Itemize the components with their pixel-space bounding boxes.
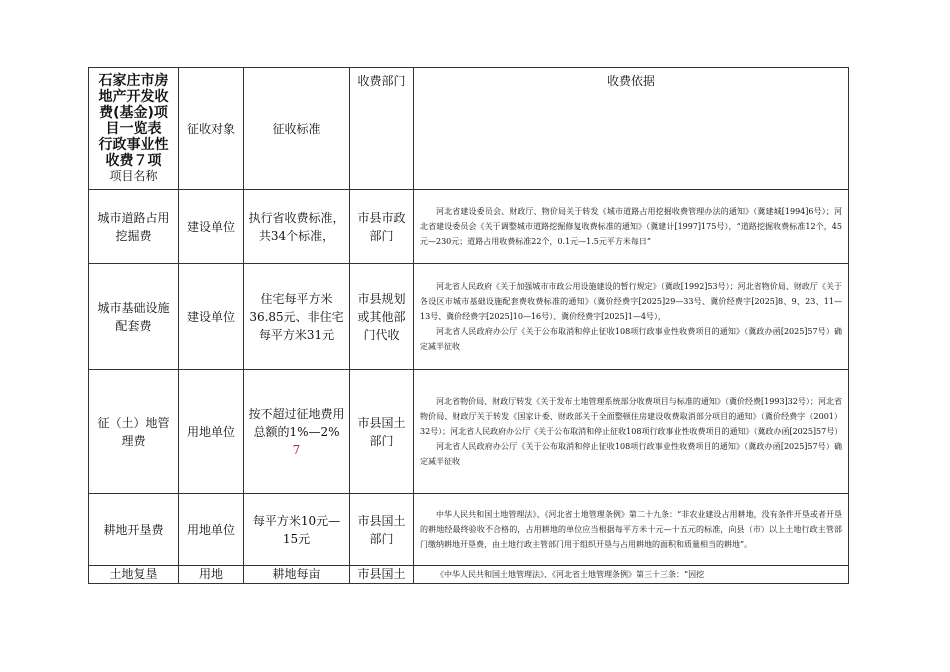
fee-object: 用地单位 xyxy=(179,494,244,566)
table-header-row xyxy=(89,68,849,190)
fee-dept: 市县市政部门 xyxy=(350,190,414,264)
column-header-name: 项目名称 xyxy=(109,169,158,183)
fee-dept: 市县规划或其他部门代收 xyxy=(350,264,414,370)
table-title: 石家庄市房 地产开发收 费(基金)项 目一览表 行政事业性 收费７项 xyxy=(98,73,169,169)
table-row xyxy=(89,264,849,370)
table-row xyxy=(89,370,849,494)
table-row xyxy=(89,494,849,566)
fee-basis: 《中华人民共和国土地管理法》、《河北省土地管理条例》第三十三条：“因挖 xyxy=(414,566,849,584)
fee-standard: 耕地每亩 xyxy=(244,566,350,584)
fee-name: 征（土）地管理费 xyxy=(89,370,179,494)
fee-object: 建设单位 xyxy=(179,190,244,264)
column-header-object: 征收对象 xyxy=(179,68,244,190)
fee-basis: 中华人民共和国土地管理法》、《河北省土地管理条例》第二十九条：“非农业建设占用耕地，没有条件开垦或者开垦的耕地经最终验收不合格的，占用耕地的单位应当根据每平方米十元—十五元的标准，向县（市）以上土地行政主管部门缴纳耕地开垦费，由土地行政主管部门用于组织开垦与占用耕地的面积和质量相当的耕地”。 xyxy=(414,494,849,566)
fee-standard: 按不超过征地费用总额的1%—2% 7 xyxy=(244,370,350,494)
fee-dept: 市县国土部门 xyxy=(350,370,414,494)
table-row xyxy=(89,190,849,264)
fee-name: 耕地开垦费 xyxy=(89,494,179,566)
fee-basis: 河北省建设委员会、财政厅、物价局关于转发《城市道路占用挖掘收费管理办法的通知》（冀建城[1994]6号）；河北省建设委员会《关于调整城市道路挖掘修复收费标准的通知》（冀建计[1997]175号），“道路挖掘收费标准12个，45元—230元；道路占用收费标准22个，0.1元—1.5元平方米每日” xyxy=(414,190,849,264)
fee-name: 城市道路占用挖掘费 xyxy=(89,190,179,264)
fee-standard: 每平方米10元—15元 xyxy=(244,494,350,566)
fee-standard-red-mark: 7 xyxy=(292,442,301,457)
fee-dept: 市县国土部门 xyxy=(350,494,414,566)
column-header-dept: 收费部门 xyxy=(350,68,414,190)
column-header-basis: 收费依据 xyxy=(414,68,849,190)
fee-name: 城市基础设施配套费 xyxy=(89,264,179,370)
fee-basis: 河北省人民政府《关于加强城市市政公用设施建设的暂行规定》（冀政[1992]53号）；河北省物价局、财政厅《关于各设区市城市基础设施配套费收费标准的通知》（冀价经费字[2025]29—33号、冀价经费字[2025]8、9、23、11—13号、冀价经费字[2025]10—16号）、冀价经费字[2025]1—4号）， 河北省人民政府办公厅《关于公布取消和停止征收108项行政事业性收费项目的通知》（冀政办函[2025]57号）确定减半征收 xyxy=(414,264,849,370)
fee-object: 建设单位 xyxy=(179,264,244,370)
fee-name: 土地复垦 xyxy=(89,566,179,584)
fee-table xyxy=(88,67,849,584)
fee-basis: 河北省物价局、财政厅转发《关于发布土地管理系统部分收费项目与标准的通知》（冀价经费[1993]32号）；河北省物价局、财政厅关于转发《国家计委、财政部关于全面整顿住房建设收费取消部分项目的通知》（冀价经费字（2001）32号）；河北省人民政府办公厅《关于公布取消和停止征收108项行政事业性收费项目的通知》（冀政办函[2025]57号） 河北省人民政府办公厅《关于公布取消和停止征收108项行政事业性收费项目的通知》（冀政办函[2025]57号）确定减半征收 xyxy=(414,370,849,494)
fee-object: 用地单位 xyxy=(179,370,244,494)
fee-standard: 住宅每平方米36.85元、非住宅每平方米31元 xyxy=(244,264,350,370)
fee-standard: 执行省收费标准，共34个标准， xyxy=(244,190,350,264)
fee-dept: 市县国土 xyxy=(350,566,414,584)
header-title-cell xyxy=(89,68,179,190)
table-row xyxy=(89,566,849,584)
column-header-standard: 征收标准 xyxy=(244,68,350,190)
fee-object: 用地 xyxy=(179,566,244,584)
